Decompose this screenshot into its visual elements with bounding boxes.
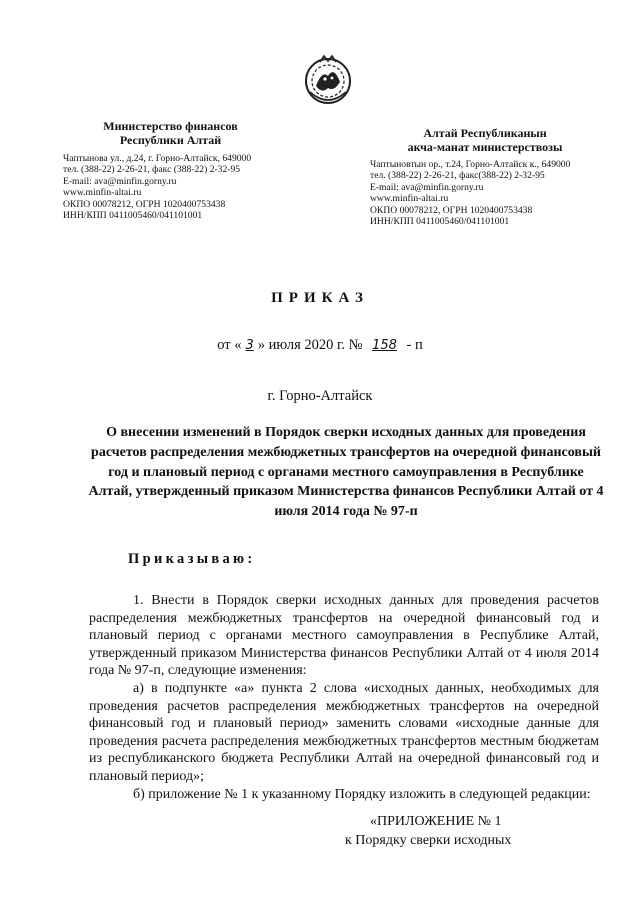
appendix-line1: «ПРИЛОЖЕНИЕ № 1: [370, 814, 502, 829]
coat-of-arms-emblem: [302, 52, 354, 110]
paragraph-1: 1. Внести в Порядок сверки исходных данных для проведения расчетов распределения межбюджетных трансфертов на очередной финансовый год и плановый период с органами местного самоуправления в Республике Алтай, утвержденный приказом Министерства финансов Республики Алтай от 4 июля 2014 года № 97-п, следующие изменения:: [89, 593, 599, 679]
email-line: E-mail: ava@minfin.gorny.ru: [370, 181, 484, 193]
org-name-line1: Министерство финансов: [103, 119, 238, 133]
paragraph-a: а) в подпункте «а» пункта 2 слова «исходных данных, необходимых для проведения расчетов распределения межбюджетных трансфертов на очередной финансовый год и плановый период» заменить словами «исходные данные для проведения расчета распределения межбюджетных трансфертов местным бюджетам из республиканского бюджета Республики Алтай на очередной финансовый год и плановый период»;: [89, 680, 599, 784]
phone-line: тел. (388-22) 2-26-21, факс(388-22) 2-32-95: [370, 170, 545, 182]
date-prefix: от «: [217, 337, 242, 353]
org-name-alt: [370, 126, 600, 154]
org-name-ru: [63, 119, 278, 147]
web-line: www.minfin-altai.ru: [370, 193, 449, 205]
codes-line: ОКПО 00078212, ОГРН 1020400753438: [370, 204, 533, 216]
city-line: г. Горно-Алтайск: [267, 388, 373, 404]
order-word: Приказываю:: [128, 551, 256, 567]
org-name-line2: Республики Алтай: [119, 133, 222, 147]
address-line: Чаптынова ул., д.24, г. Горно-Алтайск, 649000: [63, 153, 252, 164]
inn-line: ИНН/КПП 0411005460/041101001: [370, 216, 510, 228]
document-title: ПРИКАЗ: [271, 290, 369, 306]
date-rest: » июля 2020 г. №: [257, 337, 363, 353]
document-subject: О внесении изменений в Порядок сверки исходных данных для проведения расчетов распределения межбюджетных трансфертов на очередной финансовый год и плановый период с органами местного самоуправления в Республике Алтай, утвержденный приказом Министерства финансов Республики Алтай от 4 июля 2014 года № 97-п: [88, 425, 604, 520]
header-left: [63, 119, 278, 221]
inn-line: ИНН/КПП 0411005460/041101001: [63, 210, 203, 222]
date-day-handwritten: 3: [245, 338, 254, 353]
org-name-line1: Алтай Республиканын: [423, 126, 547, 140]
paragraph-b: б) приложение № 1 к указанному Порядку изложить в следующей редакции:: [133, 786, 591, 802]
order-number-handwritten: 158: [372, 338, 397, 353]
email-line: E-mail: ava@minfin.gorny.ru: [63, 175, 177, 187]
web-line: www.minfin-altai.ru: [63, 187, 142, 199]
org-name-line2: акча-манат министерствозы: [407, 140, 563, 154]
document-body: [89, 592, 599, 803]
header-right: [370, 126, 600, 227]
phone-line: тел. (388-22) 2-26-21, факс (388-22) 2-32-95: [63, 164, 241, 176]
appendix-line2: к Порядку сверки исходных: [345, 833, 512, 848]
address-line: Чаптыновтын ор., т.24, Горно-Алтайск к., 649000: [370, 159, 571, 170]
codes-line: ОКПО 00078212, ОГРН 1020400753438: [63, 198, 226, 210]
number-suffix: - п: [406, 337, 423, 353]
date-number-line: [0, 337, 640, 354]
